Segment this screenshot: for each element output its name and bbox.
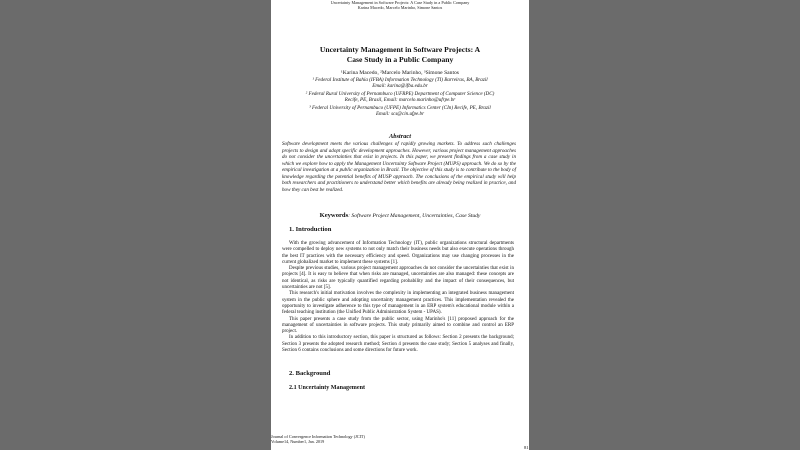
affiliation-3-line-1: ³ Federal University of Pernambuco (UFPE) Informatics Center (CIn) Recife, PE, Brazil — [309, 105, 491, 111]
paper-title-line-2: Case Study in a Public Company — [346, 54, 454, 64]
author-list: ¹Karina Macedo, ²Marcelo Marinho, ³Simone Santos — [341, 70, 459, 76]
running-header-title: Uncertainty Management in Software Projects: A Case Study in a Public Company — [330, 0, 470, 5]
paragraph: This paper presents a case study from the public sector, using Marinho's [11] proposed approach for the management of uncertainties in software projects. This study primarily aimed to combine and control an ERP project. — [282, 316, 514, 335]
keywords-values: : Software Project Management, Uncertainties, Case Study — [348, 213, 481, 219]
paragraph: In addition to this introductory section, this paper is structured as follows: Section 2 presents the background; Section 3 presents the adopted research method; Section 4 presents the case study; Section 5 analyses and finally, Section 6 contains conclusions and some directions for future work. — [282, 335, 514, 354]
footer-volume: Volume14, Number1, Jan. 2019 — [271, 439, 325, 444]
affiliation-1-line-2: Email: karina@ifba.edu.br — [372, 83, 428, 90]
keywords — [271, 212, 529, 219]
affiliation-2-line-1: ² Federal Rural University of Pernambuco (UFRPE) Department of Computer Science (DC) — [305, 91, 495, 97]
affiliation-1-line-1: ¹ Federal Institute of Bahia (IFBA) Information Technology (TI) Barreiras, BA, Brazil — [312, 77, 488, 83]
footer-journal-name: Journal of Convergence Information Technology (JCIT) — [271, 434, 365, 439]
affiliation-2-line-2: Recife, PE, Brasil, Email: marcelo.marinho@ufrpe.br — [344, 97, 456, 104]
section-heading-background: 2. Background — [289, 370, 331, 377]
subsection-heading-uncertainty-management: 2.1 Uncertainty Management — [289, 385, 365, 391]
page-number: 81 — [524, 445, 529, 450]
abstract-text: Software development meets the various challenges of rapidly growing markets. To address such challenges projects to design and adopt specific development approaches. However, various project management approaches do not consider the uncertainties that exist in projects. In this paper, we present findings from a case study in which we explore how to apply the Management Uncertainty Software Project (MUPS) approach. We do so by the empirical investigation at a public organization in Brazil. The objective of this study is to contribute to the body of knowledge regarding the potential benefits of MUSP approach. The conclusions of the empirical study will help both researchers and practitioners to understand better which benefits are already being realized in practice, and how they can best be realized. — [282, 141, 516, 193]
affiliation-1 — [281, 77, 519, 90]
journal-footer — [271, 434, 451, 444]
introduction-body — [282, 241, 514, 354]
paragraph: With the growing advancement of Information Technology (IT), public organizations structural departments were compelled to deploy new systems to not only match their business needs but also execute operations through the best IT practices with the necessary efficiency and speed. Organizations may use changing processes in the current globalized market to implement these systems [1]. — [282, 241, 514, 265]
paper-title-line-1: Uncertainty Management in Software Projects: A — [319, 45, 481, 54]
abstract-heading: Abstract — [388, 133, 411, 140]
running-header — [271, 0, 529, 10]
paper-page — [271, 0, 529, 450]
paragraph: Despite previous studies, various project management approaches do not consider the uncertainties that exist in projects [4]. It is easy to believe that when risks are managed, uncertainties are also managed: these concepts are not identical, as risks are typically quantified regarding probability and the impact of their consequences, but uncertainties are not [5]. — [282, 266, 514, 291]
paper-title — [291, 45, 509, 64]
affiliation-2 — [281, 91, 519, 104]
section-heading-introduction: 1. Introduction — [289, 226, 332, 233]
paragraph: This research's initial motivation involves the complexity in implementing an integrated business management system in the public sphere and adopting uncertainty management practices. This implementation revealed the opportunity to investigate adherence to this type of management in an ERP system's educational module within a federal teaching institution (the Unified Public Administration System - UPAS). — [282, 291, 514, 316]
running-header-authors: Karina Macedo, Marcelo Marinho, Simone Santos — [357, 5, 443, 10]
affiliation-3 — [281, 105, 519, 118]
affiliation-3-line-2: Email: scs@cin.ufpe.br — [375, 111, 425, 118]
keywords-label: Keywords — [319, 212, 349, 219]
